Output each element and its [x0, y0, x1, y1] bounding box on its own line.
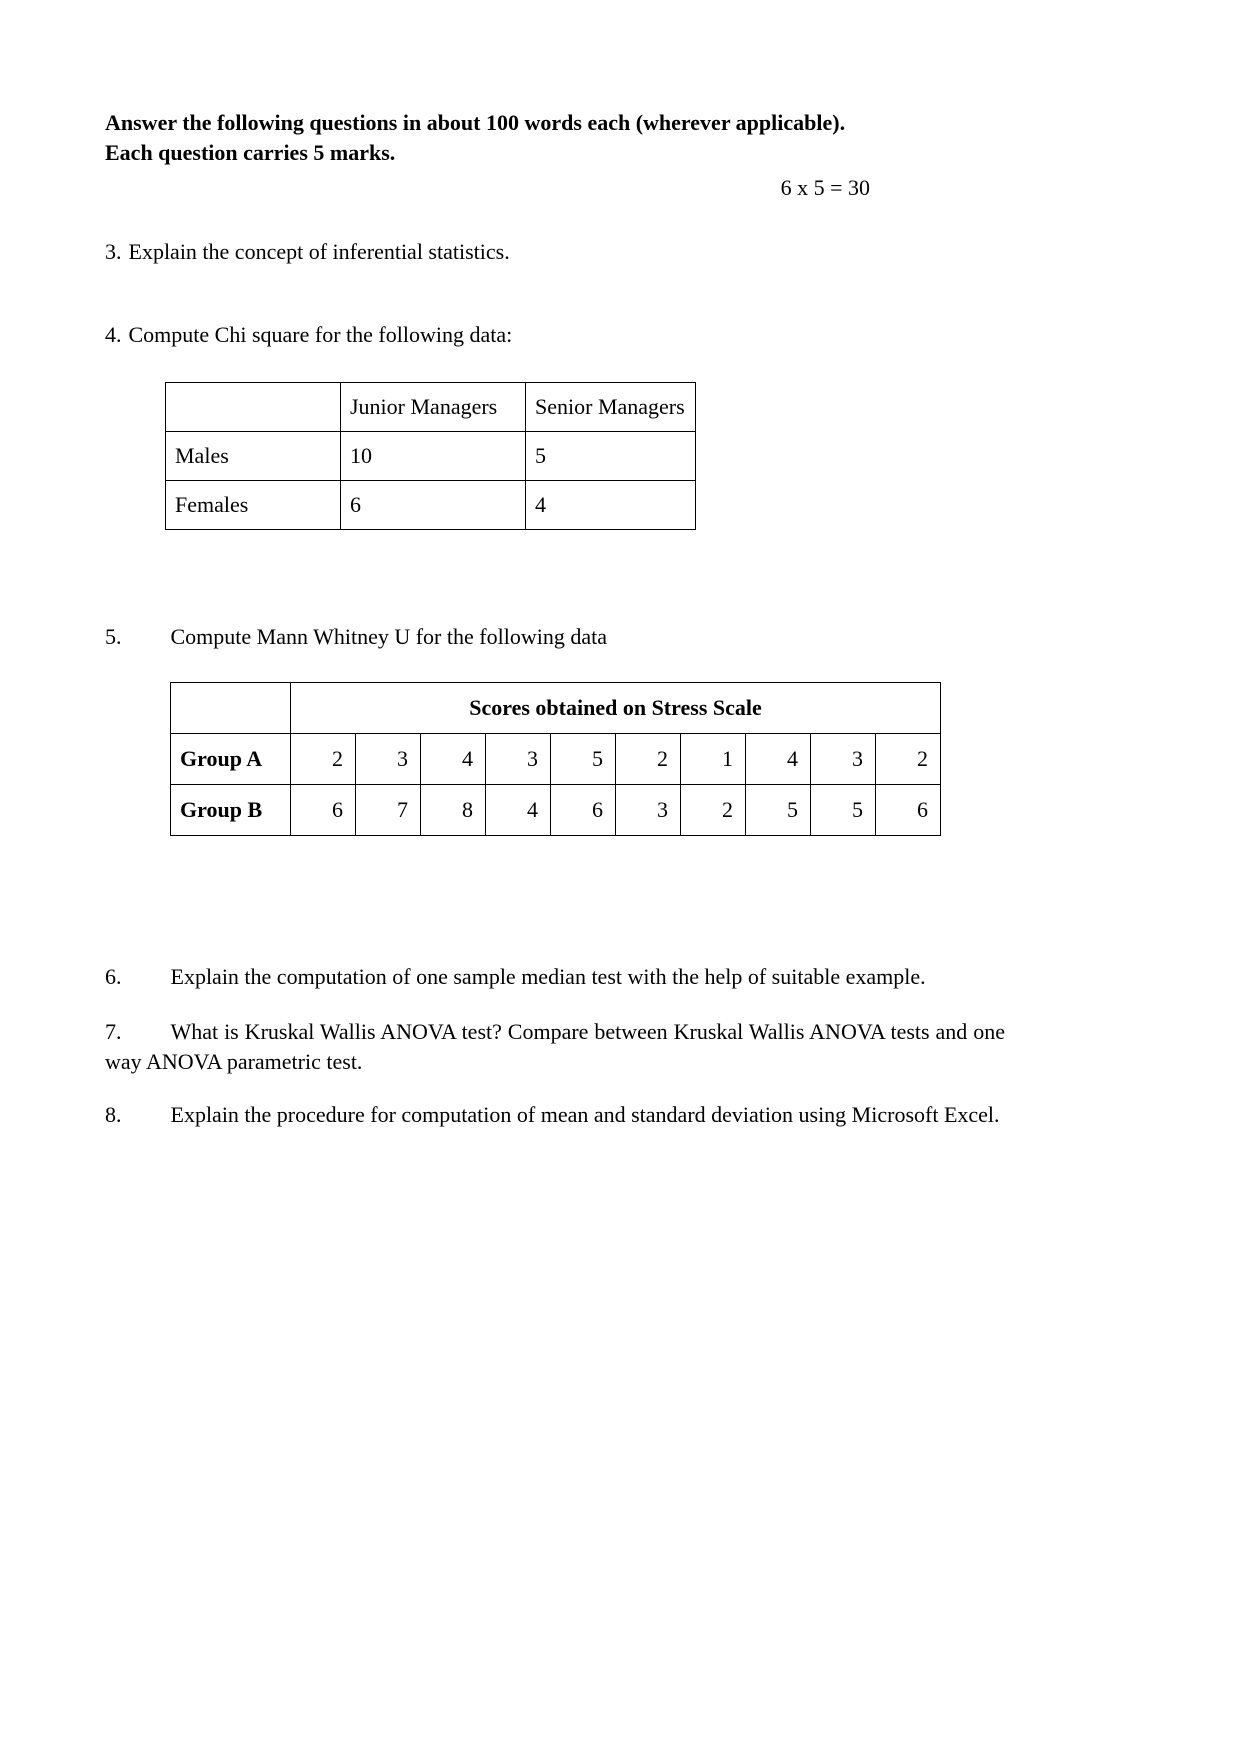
mw-group-b-value: 6 [876, 785, 941, 836]
question-8-text: Explain the procedure for computation of mean and standard deviation using Microsoft Excel. [170, 1101, 1000, 1127]
mw-group-a-value: 4 [746, 734, 811, 785]
chi-header-row [166, 383, 696, 432]
mw-group-b-value: 6 [291, 785, 356, 836]
question-8-number: 8. [105, 1101, 122, 1127]
mw-group-b-value: 7 [356, 785, 421, 836]
mw-group-b-value: 8 [421, 785, 486, 836]
question-5-text: Compute Mann Whitney U for the following data [170, 624, 607, 650]
question-5-number: 5. [105, 624, 122, 650]
instructions-heading [105, 108, 1005, 167]
question-3-text: Explain the concept of inferential statistics. [128, 239, 510, 265]
mw-group-b-value: 4 [486, 785, 551, 836]
mw-group-b-value: 2 [681, 785, 746, 836]
question-3 [105, 237, 1005, 267]
question-7 [105, 1017, 1005, 1078]
mw-header-empty [171, 683, 291, 734]
question-7-text: What is Kruskal Wallis ANOVA test? Compare between Kruskal Wallis ANOVA tests and one way ANOVA parametric test. [105, 1018, 1005, 1075]
mw-group-a-value: 3 [486, 734, 551, 785]
instructions-line-1: Answer the following questions in about 100 words each (wherever applicable). [105, 110, 846, 135]
instructions-line-2: Each question carries 5 marks. [105, 139, 396, 165]
mw-group-a-value: 2 [616, 734, 681, 785]
mw-group-a-value: 1 [681, 734, 746, 785]
question-6-number: 6. [105, 964, 122, 990]
mw-group-a-value: 4 [421, 734, 486, 785]
total-marks: 6 x 5 = 30 [780, 175, 870, 201]
mw-group-b-label: Group B [171, 785, 291, 836]
chi-square-table [165, 382, 696, 530]
mw-group-a-value: 2 [876, 734, 941, 785]
question-8 [105, 1100, 1005, 1130]
chi-row-females-label: Females [166, 481, 341, 530]
chi-females-senior-value: 4 [526, 481, 696, 530]
question-5 [105, 622, 1005, 652]
question-4 [105, 320, 1005, 350]
mw-group-b-value: 5 [746, 785, 811, 836]
mann-whitney-table [170, 682, 941, 836]
chi-row-males-label: Males [166, 432, 341, 481]
chi-header-senior-managers: Senior Managers [526, 383, 696, 432]
chi-males-junior-value: 10 [341, 432, 526, 481]
chi-females-junior-value: 6 [341, 481, 526, 530]
mw-header-row [171, 683, 941, 734]
mw-group-b-value: 3 [616, 785, 681, 836]
question-4-number: 4. [105, 321, 122, 347]
mw-group-a-value: 3 [356, 734, 421, 785]
chi-row-males [166, 432, 696, 481]
question-6 [105, 962, 1005, 992]
mw-group-a-label: Group A [171, 734, 291, 785]
chi-row-females [166, 481, 696, 530]
chi-header-empty [166, 383, 341, 432]
question-3-number: 3. [105, 239, 122, 265]
mw-group-b-value: 5 [811, 785, 876, 836]
mw-group-a-value: 2 [291, 734, 356, 785]
question-4-text: Compute Chi square for the following data: [128, 321, 513, 347]
mw-header-title: Scores obtained on Stress Scale [291, 683, 941, 734]
mw-group-a-value: 3 [811, 734, 876, 785]
mw-group-a-value: 5 [551, 734, 616, 785]
question-6-text: Explain the computation of one sample median test with the help of suitable example. [170, 964, 926, 990]
question-7-number: 7. [105, 1018, 122, 1044]
mw-row-group-a [171, 734, 941, 785]
chi-males-senior-value: 5 [526, 432, 696, 481]
chi-header-junior-managers: Junior Managers [341, 383, 526, 432]
mw-row-group-b [171, 785, 941, 836]
mw-group-b-value: 6 [551, 785, 616, 836]
